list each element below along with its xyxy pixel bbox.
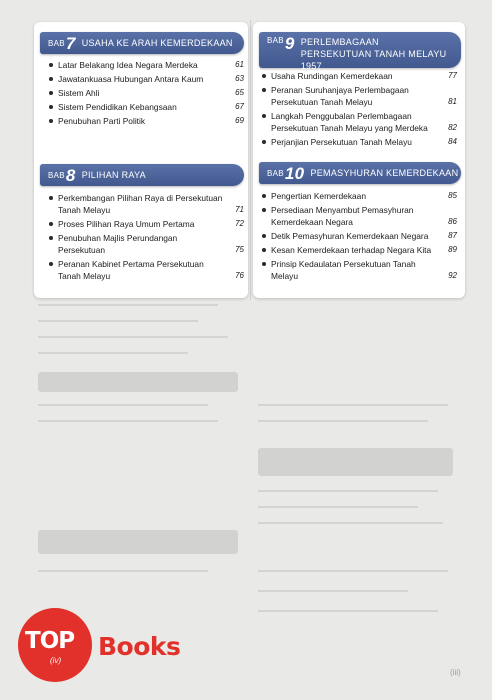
page-ref: 86 (448, 217, 457, 226)
page-ref: 63 (235, 74, 244, 83)
page-ref: 65 (235, 88, 244, 97)
bab-label: BAB (48, 38, 65, 48)
toc-item[interactable]: Kesan Kemerdekaan terhadap Negara Kita 89 (261, 244, 457, 256)
bab-label: BAB (48, 170, 65, 180)
toc-item[interactable]: Prinsip Kedaulatan Persekutuan Tanah Melayu 92 (261, 258, 457, 282)
toc-card-left (34, 22, 248, 298)
chapter-title: USAHA KE ARAH KEMERDEKAAN (81, 38, 233, 48)
toc-item[interactable]: Langkah Penggubalan Perlembagaan Persekutuan Tanah Melayu yang Merdeka 82 (261, 110, 457, 134)
chapter-10-banner[interactable] (259, 162, 461, 184)
page-ref: 81 (448, 97, 457, 106)
chapter-9-list (261, 70, 457, 150)
toc-item[interactable]: Proses Pilihan Raya Umum Pertama 72 (48, 218, 244, 230)
topbooks-logo (12, 598, 192, 688)
page-ref: 75 (235, 245, 244, 254)
toc-item[interactable]: Persediaan Menyambut Pemasyhuran Kemerdekaan Negara 86 (261, 204, 457, 228)
chapter-title: PILIHAN RAYA (81, 170, 146, 180)
page-ref: 77 (448, 71, 457, 80)
page-ref: 82 (448, 123, 457, 132)
page-ref: 76 (235, 271, 244, 280)
toc-item[interactable]: Perkembangan Pilihan Raya di Persekutuan Tanah Melayu 71 (48, 192, 244, 216)
logo-books-text: Books (98, 632, 181, 661)
page-ref: 67 (235, 102, 244, 111)
page-ref: 69 (235, 116, 244, 125)
page-ref: 89 (448, 245, 457, 254)
page-number: (iii) (450, 668, 461, 677)
toc-item[interactable]: Usaha Rundingan Kemerdekaan 77 (261, 70, 457, 82)
toc-item[interactable]: Penubuhan Majlis Perundangan Persekutuan 75 (48, 232, 244, 256)
chapter-number: 9 (284, 34, 295, 53)
chapter-8-banner[interactable] (40, 164, 244, 186)
toc-item[interactable]: Sistem Ahli 65 (48, 87, 244, 99)
chapter-number: 8 (65, 165, 76, 185)
chapter-number: 7 (65, 33, 76, 53)
bab-label: BAB (267, 168, 284, 178)
toc-item[interactable]: Detik Pemasyhuran Kemerdekaan Negara 87 (261, 230, 457, 242)
logo-top-text: TOP (25, 628, 75, 654)
toc-item[interactable]: Peranan Kabinet Pertama Persekutuan Tanah Melayu 76 (48, 258, 244, 282)
page-ref: 84 (448, 137, 457, 146)
logo-sub-text: (iv) (50, 656, 62, 665)
toc-item[interactable]: Latar Belakang Idea Negara Merdeka 61 (48, 59, 244, 71)
page-ref: 71 (235, 205, 244, 214)
toc-item[interactable]: Peranan Suruhanjaya Perlembagaan Persekutuan Tanah Melayu 81 (261, 84, 457, 108)
page-ref: 61 (235, 60, 244, 69)
chapter-7-banner[interactable] (40, 32, 244, 54)
chapter-title: PERLEMBAGAAN PERSEKUTUAN TANAH MELAYU 1957 (300, 37, 447, 71)
page-ref: 87 (448, 231, 457, 240)
toc-item[interactable]: Pengertian Kemerdekaan 85 (261, 190, 457, 202)
page-ref: 85 (448, 191, 457, 200)
column-divider (250, 20, 251, 300)
chapter-number: 10 (284, 163, 305, 183)
toc-card-right (253, 22, 465, 298)
toc-item[interactable]: Penubuhan Parti Politik 69 (48, 115, 244, 127)
bab-label: BAB (267, 36, 284, 45)
toc-item[interactable]: Sistem Pendidikan Kebangsaan 67 (48, 101, 244, 113)
chapter-8-list (48, 192, 244, 284)
toc-item[interactable]: Perjanjian Persekutuan Tanah Melayu 84 (261, 136, 457, 148)
page-ref: 92 (448, 271, 457, 280)
chapter-10-list (261, 190, 457, 284)
chapter-9-banner[interactable] (259, 32, 461, 71)
chapter-7-list (48, 59, 244, 129)
chapter-title: PEMASYHURAN KEMERDEKAAN (310, 168, 459, 178)
page-ref: 72 (235, 219, 244, 228)
toc-item[interactable]: Jawatankuasa Hubungan Antara Kaum 63 (48, 73, 244, 85)
